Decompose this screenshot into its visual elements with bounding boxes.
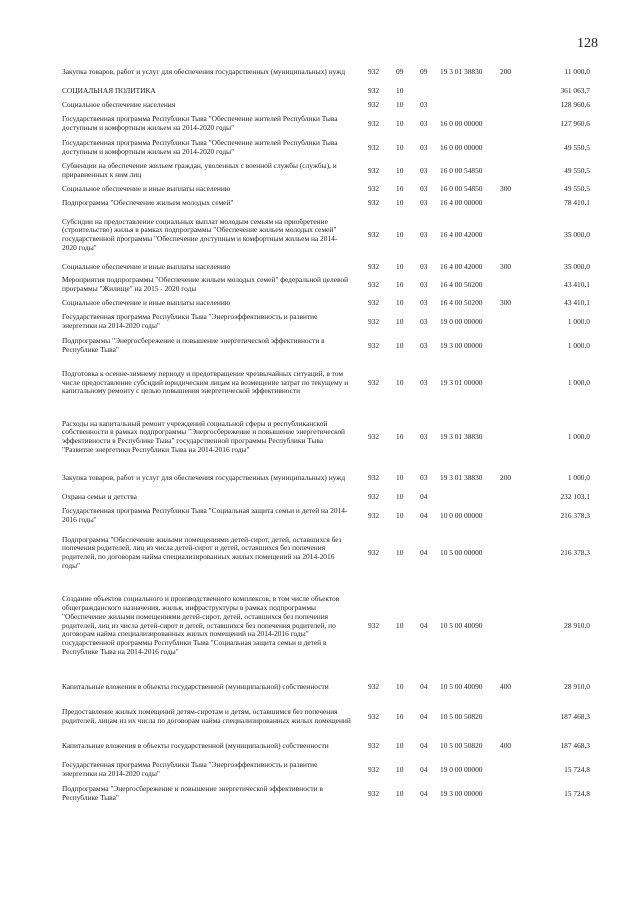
row-section-code: 10: [396, 431, 404, 441]
row-expense-type-code: [500, 310, 520, 334]
row-name: Государственная программа Республики Тыва "Обеспечение жителей Республики Тыва доступным и комфортным жильем на 2014-2020 годы": [62, 114, 338, 132]
row-expense-type-code: 200: [500, 472, 512, 482]
row-subsection-code: 03: [420, 261, 428, 271]
row-ministry-code: 932: [368, 431, 380, 441]
table-row: [62, 84, 590, 98]
table-row: [62, 700, 590, 734]
row-expense-type-code: [500, 700, 520, 734]
row-target-article-code: 19 3 01 38830: [440, 66, 483, 76]
row-amount: 35 000,0: [564, 229, 590, 239]
row-subsection-code: 04: [420, 620, 428, 630]
table-row: [62, 60, 590, 84]
table-row: [62, 196, 590, 210]
row-amount: 43 410,1: [564, 279, 590, 289]
row-name: Мероприятия подпрограммы "Обеспечение жильем молодых семей" федеральной целевой программы "Жилище" на 2015 - 2020 годы: [62, 275, 349, 293]
row-target-article-code: 16 0 00 54850: [440, 183, 483, 193]
row-name: Подпрограмма "Обеспечение жильем молодых семей": [62, 197, 234, 207]
table-row: [62, 782, 590, 806]
row-target-article-code: 10 5 00 00000: [440, 547, 483, 557]
table-row: [62, 466, 590, 490]
row-expense-type-code: [500, 758, 520, 782]
row-ministry-code: 932: [368, 620, 380, 630]
row-section-code: 10: [396, 472, 404, 482]
row-name: Социальное обеспечение и иные выплаты населению: [62, 297, 231, 307]
row-target-article-code: 19 3 00 00000: [440, 788, 483, 798]
row-expense-type-code: [500, 334, 520, 358]
row-name: Социальное обеспечение населения: [62, 99, 176, 109]
row-name: Государственная программа Республики Тыва "Энергоэффективность и развитие энергетики на 2014-2020 годы": [62, 760, 318, 778]
row-section-code: 10: [396, 229, 404, 239]
row-amount: 28 910,0: [564, 620, 590, 630]
table-row: [62, 490, 590, 504]
row-name: Государственная программа Республики Тыва "Социальная защита семьи и детей на 2014-2016 годы": [62, 506, 348, 524]
row-expense-type-code: 400: [500, 740, 512, 750]
row-subsection-code: 04: [420, 547, 428, 557]
row-subsection-code: 03: [420, 431, 428, 441]
table-row: [62, 674, 590, 700]
row-name: Субсидии на предоставление социальных выплат молодым семьям на приобретение (строительство) жилья в рамках подпрограммы "Обеспечение жильем молодых семей" государственной программы "Обеспечение доступным и комфортным жильем на 2014-2020 годы": [62, 216, 338, 252]
row-amount: 127 960,6: [560, 118, 590, 128]
row-ministry-code: 932: [368, 316, 380, 326]
table-row: [62, 210, 590, 260]
row-expense-type-code: [500, 490, 520, 504]
row-amount: 35 000,0: [564, 261, 590, 271]
row-subsection-code: 03: [420, 99, 428, 109]
row-ministry-code: 932: [368, 261, 380, 271]
row-section-code: 10: [396, 297, 404, 307]
row-subsection-code: 03: [420, 472, 428, 482]
table-row: [62, 408, 590, 466]
row-ministry-code: 932: [368, 99, 380, 109]
row-target-article-code: [440, 84, 500, 98]
row-target-article-code: [440, 490, 500, 504]
table-row: [62, 260, 590, 274]
row-ministry-code: 932: [368, 377, 380, 387]
table-row: [62, 578, 590, 674]
row-name: Капитальные вложения в объекты государственной (муниципальной) собственности: [62, 740, 329, 750]
row-name: Создание объектов социального и производственного комплексов, в том числе объектов общегражданского назначения, жилья, инфраструктуры в рамках подпрограммы "Обеспечение жилыми помещениями детей-сирот, детей, оставшихся без попечения родителей, лиц из числа детей-сирот и детей, оставшихся без попечения родителей, по договорам найма специализированных жилых помещений на 2014-2016 годы" государственной программы Республики Тыва "Социальная защита семьи и детей в Республике Тыва на 2014-2016 годы": [62, 594, 340, 656]
row-subsection-code: 03: [420, 279, 428, 289]
page-number: 128: [577, 36, 598, 51]
row-amount: 1 000,0: [567, 316, 590, 326]
row-subsection-code: 03: [420, 165, 428, 175]
row-section-code: 10: [396, 261, 404, 271]
row-ministry-code: 932: [368, 681, 380, 691]
row-ministry-code: 932: [368, 229, 380, 239]
row-subsection-code: [420, 84, 440, 98]
row-section-code: 10: [396, 510, 404, 520]
row-section-code: 10: [396, 620, 404, 630]
row-amount: 1 000,0: [567, 472, 590, 482]
row-target-article-code: [440, 98, 500, 112]
row-target-article-code: 16 0 00 00000: [440, 118, 483, 128]
row-amount: 128 960,6: [560, 99, 590, 109]
row-expense-type-code: [500, 84, 520, 98]
row-ministry-code: 932: [368, 279, 380, 289]
row-amount: 216 378,3: [560, 510, 590, 520]
row-expense-type-code: 300: [500, 183, 512, 193]
row-subsection-code: 03: [420, 229, 428, 239]
row-name: Подпрограмма "Энергосбережение и повышение энергетической эффективности в Республике Тыва": [62, 784, 323, 802]
row-subsection-code: 03: [420, 316, 428, 326]
row-ministry-code: 932: [368, 472, 380, 482]
row-amount: 28 910,0: [564, 681, 590, 691]
row-ministry-code: 932: [368, 547, 380, 557]
row-section-code: 10: [396, 377, 404, 387]
row-ministry-code: 932: [368, 340, 380, 350]
row-ministry-code: 932: [368, 142, 380, 152]
row-target-article-code: 16 0 00 00000: [440, 142, 483, 152]
row-target-article-code: 10 5 00 50820: [440, 711, 483, 721]
row-amount: 78 410,1: [564, 197, 590, 207]
row-ministry-code: 932: [368, 297, 380, 307]
row-name: Подпрограмма "Обеспечение жилыми помещениями детей-сирот, детей, оставшихся без попечения родителей, лиц из числа детей-сирот и детей, оставшихся без попечения родителей, по договорам найма специализированных жилых помещений на 2014-2016 годы": [62, 534, 342, 570]
row-section-code: 10: [396, 165, 404, 175]
row-section-code: 10: [396, 99, 404, 109]
row-ministry-code: 932: [368, 788, 380, 798]
row-name: Охрана семьи и детства: [62, 491, 137, 501]
row-subsection-code: 03: [420, 197, 428, 207]
row-ministry-code: 932: [368, 491, 380, 501]
table-row: [62, 160, 590, 182]
table-row: [62, 112, 590, 136]
row-section-code: 10: [396, 316, 404, 326]
row-subsection-code: 03: [420, 297, 428, 307]
row-section-code: 10: [396, 85, 404, 95]
row-subsection-code: 09: [420, 66, 428, 76]
row-amount: 15 724,8: [564, 764, 590, 774]
row-name: Подпрограммы "Энергосбережение и повышение энергетической эффективности в Республике Тыва": [62, 336, 325, 354]
table-row: [62, 758, 590, 782]
table-row: [62, 504, 590, 528]
row-name: Закупка товаров, работ и услуг для обеспечения государственных (муниципальных) нужд: [62, 66, 346, 76]
row-name: Субвенции на обеспечение жильем граждан, уволенных с военной службы (службы), и приравненных к ним лиц: [62, 161, 337, 179]
row-section-code: 10: [396, 681, 404, 691]
row-expense-type-code: [500, 160, 520, 182]
row-ministry-code: 932: [368, 85, 380, 95]
row-expense-type-code: [500, 528, 520, 578]
row-expense-type-code: [500, 782, 520, 806]
row-ministry-code: 932: [368, 165, 380, 175]
row-amount: 49 550,5: [564, 165, 590, 175]
row-expense-type-code: [500, 578, 520, 674]
row-section-code: 10: [396, 279, 404, 289]
row-section-code: 10: [396, 197, 404, 207]
table-row: [62, 310, 590, 334]
row-expense-type-code: [500, 98, 520, 112]
table-row: [62, 296, 590, 310]
row-target-article-code: 19 3 01 00000: [440, 377, 483, 387]
row-expense-type-code: 300: [500, 297, 512, 307]
row-subsection-code: 03: [420, 183, 428, 193]
row-amount: 49 550,5: [564, 183, 590, 193]
table-row: [62, 98, 590, 112]
row-subsection-code: 04: [420, 711, 428, 721]
row-subsection-code: 03: [420, 118, 428, 128]
row-target-article-code: 16 0 00 54850: [440, 165, 483, 175]
row-target-article-code: 10 5 00 40090: [440, 620, 483, 630]
row-ministry-code: 932: [368, 197, 380, 207]
row-amount: 11 000,0: [564, 66, 590, 76]
row-section-code: 10: [396, 740, 404, 750]
table-row: [62, 182, 590, 196]
row-target-article-code: 16 4 00 50200: [440, 279, 483, 289]
row-expense-type-code: [500, 112, 520, 136]
row-section-code: 10: [396, 788, 404, 798]
row-amount: 216 378,3: [560, 547, 590, 557]
row-name: Государственная программа Республики Тыва "Обеспечение жителей Республики Тыва доступным и комфортным жильем на 2014-2020 годы": [62, 138, 338, 156]
row-section-code: 09: [396, 66, 404, 76]
row-subsection-code: 03: [420, 142, 428, 152]
row-ministry-code: 932: [368, 66, 380, 76]
table-row: [62, 274, 590, 296]
row-amount: 1 000,0: [567, 340, 590, 350]
table-row: [62, 334, 590, 358]
table-row: [62, 358, 590, 408]
row-amount: 1 000,0: [567, 377, 590, 387]
row-section-code: 10: [396, 118, 404, 128]
row-section-code: 10: [396, 711, 404, 721]
row-amount: 1 000,0: [567, 431, 590, 441]
row-amount: 15 724,8: [564, 788, 590, 798]
row-target-article-code: 10 0 00 00000: [440, 510, 483, 520]
table-row: [62, 528, 590, 578]
row-target-article-code: 16 4 00 00000: [440, 197, 483, 207]
row-name: Подготовка к осенне-зимнему периоду и предотвращение чрезвычайных ситуаций, в том числе предоставление субсидий юридическим лицам на возмещение затрат по текущему и капитальному ремонту с целью повышения энергетической эффективности: [62, 368, 349, 396]
row-target-article-code: 19 3 01 38830: [440, 472, 483, 482]
row-section-code: 10: [396, 491, 404, 501]
row-subsection-code: 04: [420, 788, 428, 798]
row-target-article-code: 10 5 00 40090: [440, 681, 483, 691]
row-target-article-code: 16 4 00 42000: [440, 261, 483, 271]
row-target-article-code: 10 5 00 50820: [440, 740, 483, 750]
row-subsection-code: 04: [420, 681, 428, 691]
row-target-article-code: 16 4 00 42000: [440, 229, 483, 239]
row-section-code: 10: [396, 142, 404, 152]
row-subsection-code: 04: [420, 764, 428, 774]
row-subsection-code: 04: [420, 510, 428, 520]
row-section-code: 10: [396, 183, 404, 193]
row-expense-type-code: [500, 210, 520, 260]
row-expense-type-code: [500, 358, 520, 408]
row-subsection-code: 03: [420, 377, 428, 387]
budget-table: [62, 60, 590, 806]
row-expense-type-code: [500, 136, 520, 160]
row-subsection-code: 04: [420, 740, 428, 750]
row-target-article-code: 19 3 00 00000: [440, 340, 483, 350]
row-section-code: 10: [396, 340, 404, 350]
row-name: Капитальные вложения в объекты государственной (муниципальной) собственности: [62, 681, 329, 691]
row-expense-type-code: 300: [500, 261, 512, 271]
row-ministry-code: 932: [368, 118, 380, 128]
row-section-code: 10: [396, 547, 404, 557]
row-ministry-code: 932: [368, 740, 380, 750]
row-name: Государственная программа Республики Тыва "Энергоэффективность и развитие энергетики на 2014-2020 годы": [62, 312, 318, 330]
row-name: Расходы на капитальный ремонт учреждений социальной сферы и республиканской собственности в рамках подпрограммы "Энергосбережение и повышение энергетической эффективности в Республике Тыва" государственной программы Республики Тыва "Развитие энергетики Республики Тыва на 2014-2016 годы": [62, 418, 346, 454]
row-section-code: 10: [396, 764, 404, 774]
row-name: Закупка товаров, работ и услуг для обеспечения государственных (муниципальных) нужд: [62, 472, 346, 482]
row-ministry-code: 932: [368, 510, 380, 520]
row-target-article-code: 19 3 01 38830: [440, 431, 483, 441]
row-ministry-code: 932: [368, 183, 380, 193]
row-expense-type-code: [500, 274, 520, 296]
row-expense-type-code: [500, 408, 520, 466]
row-expense-type-code: 200: [500, 66, 512, 76]
row-amount: 187 468,3: [560, 740, 590, 750]
row-expense-type-code: [500, 196, 520, 210]
row-ministry-code: 932: [368, 711, 380, 721]
row-name: СОЦИАЛЬНАЯ ПОЛИТИКА: [62, 85, 156, 95]
row-amount: 43 410,1: [564, 297, 590, 307]
row-name: Социальное обеспечение и иные выплаты населению: [62, 183, 231, 193]
row-name: Социальное обеспечение и иные выплаты населению: [62, 261, 231, 271]
row-target-article-code: 16 4 00 50200: [440, 297, 483, 307]
row-expense-type-code: 400: [500, 681, 512, 691]
row-subsection-code: 03: [420, 340, 428, 350]
row-amount: 187 468,3: [560, 711, 590, 721]
table-row: [62, 136, 590, 160]
row-expense-type-code: [500, 504, 520, 528]
table-row: [62, 734, 590, 758]
row-target-article-code: 19 0 00 00000: [440, 316, 483, 326]
row-subsection-code: 04: [420, 491, 428, 501]
row-amount: 49 550,5: [564, 142, 590, 152]
row-amount: 232 103,1: [560, 491, 590, 501]
row-ministry-code: 932: [368, 764, 380, 774]
row-amount: 361 063,7: [560, 85, 590, 95]
row-target-article-code: 19 0 00 00000: [440, 764, 483, 774]
row-name: Предоставление жилых помещений детям-сиротам и детям, оставшимся без попечения родителей, лицам из их числа по договорам найма специализированных жилых помещений: [62, 707, 351, 725]
